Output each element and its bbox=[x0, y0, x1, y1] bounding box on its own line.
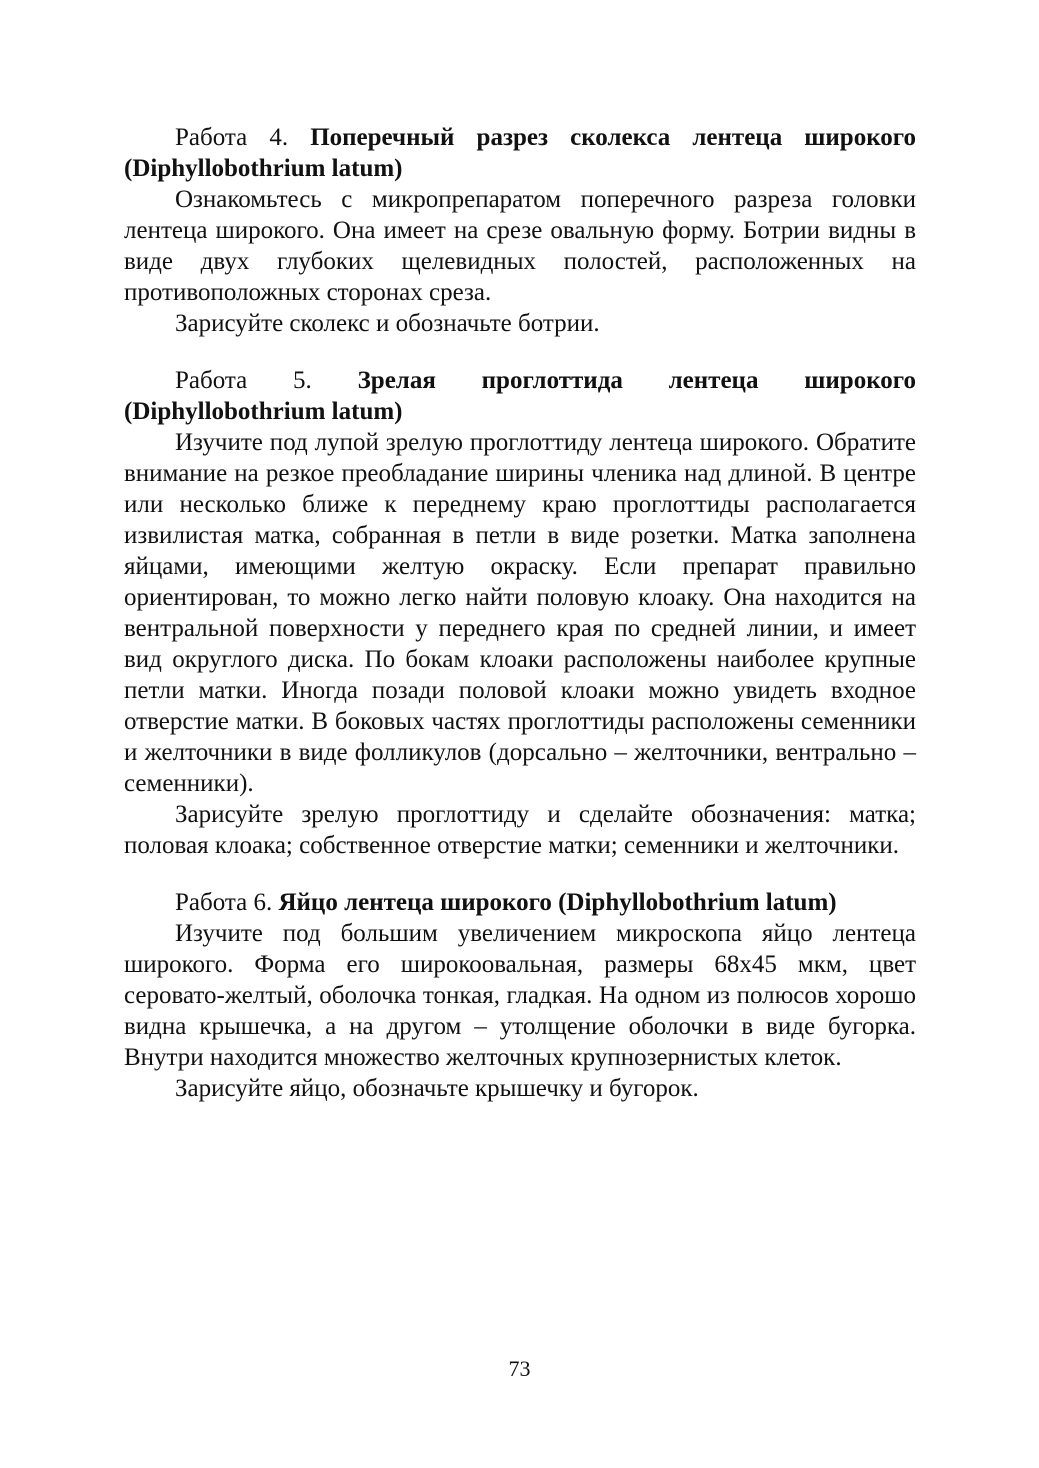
section-work-5 bbox=[124, 365, 916, 861]
section-work-4 bbox=[124, 122, 916, 339]
section-work-6 bbox=[124, 887, 916, 1104]
paragraph: Зарисуйте зрелую проглоттиду и сделайте обозначения: матка; половая клоака; собственное отверстие матки; семенники и желточники. bbox=[124, 801, 916, 859]
section-label: Работа 6. bbox=[175, 889, 273, 916]
section-label: Работа 5. bbox=[175, 367, 312, 394]
paragraph: Изучите под лупой зрелую проглоттиду лентеца широкого. Обратите внимание на резкое преобладание ширины членика над длиной. В центре или несколько ближе к переднему краю проглоттиды располагается извилистая матка, собранная в петли в виде розетки. Матка заполнена яйцами, имеющими желтую окраску. Если препарат правильно ориентирован, то можно легко найти половую клоаку. Она находится на вентральной поверхности у переднего края по средней линии, и имеет вид округлого диска. По бокам клоаки расположены наиболее крупные петли матки. Иногда позади половой клоаки можно увидеть входное отверстие матки. В боковых частях проглоттиды расположены семенники и желточники в виде фолликулов (дорсально – желточники, вентрально – семенники). bbox=[124, 429, 916, 797]
section-heading bbox=[124, 122, 916, 184]
paragraph: Зарисуйте сколекс и обозначьте ботрии. bbox=[175, 310, 600, 337]
paragraph: Ознакомьтесь с микропрепаратом поперечного разреза головки лентеца широкого. Она имеет на срезе овальную форму. Ботрии видны в виде двух глубоких щелевидных полостей, расположенных на противоположных сторонах среза. bbox=[124, 186, 916, 306]
section-title: Яйцо лентеца широкого (Diphyllobothrium latum) bbox=[278, 889, 837, 916]
section-title: Зрелая проглоттида лентеца широкого (Diphyllobothrium latum) bbox=[124, 367, 916, 425]
section-heading bbox=[124, 365, 916, 427]
section-title: Поперечный разрез сколекса лентеца широкого (Diphyllobothrium latum) bbox=[124, 124, 917, 182]
section-heading bbox=[124, 887, 916, 918]
paragraph: Изучите под большим увеличением микроскопа яйцо лентеца широкого. Форма его широкоовальная, размеры 68х45 мкм, цвет серовато-желтый, оболочка тонкая, гладкая. На одном из полюсов хорошо видна крышечка, а на другом – утолщение оболочки в виде бугорка. Внутри находится множество желточных крупнозернистых клеток. bbox=[124, 920, 916, 1071]
paragraph: Зарисуйте яйцо, обозначьте крышечку и бугорок. bbox=[175, 1075, 699, 1102]
page-number: 73 bbox=[508, 1356, 531, 1381]
section-label: Работа 4. bbox=[175, 124, 289, 151]
page-body bbox=[124, 122, 916, 1104]
